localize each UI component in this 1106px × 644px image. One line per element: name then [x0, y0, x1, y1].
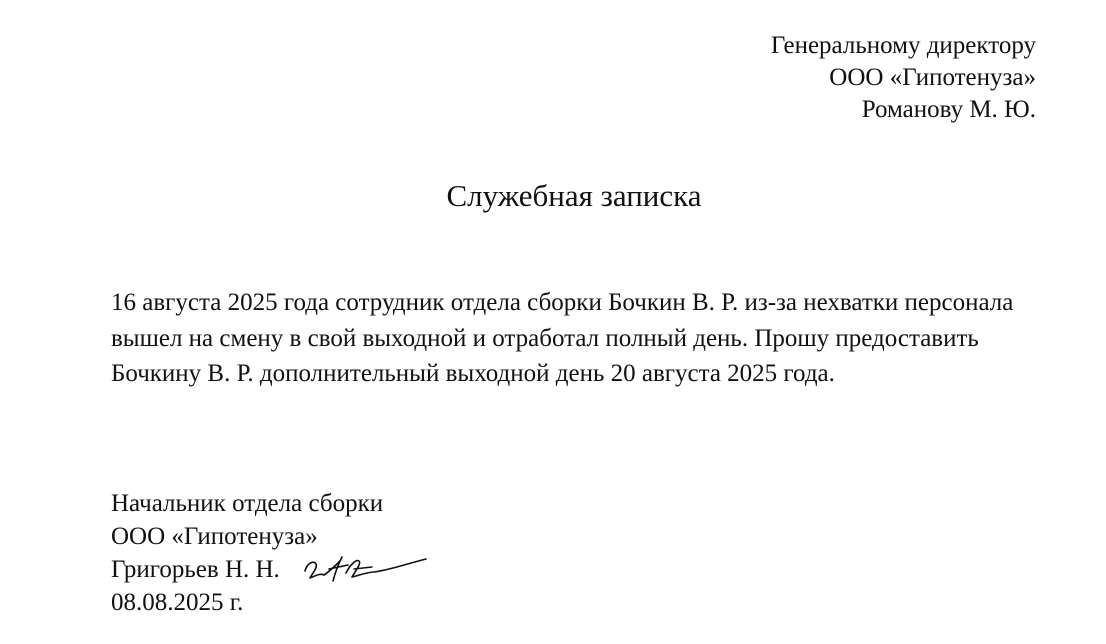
addressee-position: Генеральному директору	[770, 32, 1036, 59]
addressee-company: ООО «Гипотенуза»	[829, 64, 1036, 91]
handwritten-signature	[302, 551, 430, 585]
memo-body: 16 августа 2025 года сотрудник отдела сборки Бочкин В. Р. из-за нехватки персонала вышел на смену в свой выходной и отработал полный день. Прошу предоставить Бочкину В. Р. дополнительный выходной день 20 августа 2025 года.	[111, 289, 1014, 387]
addressee-block	[771, 30, 1036, 126]
document-title: Служебная записка	[446, 178, 702, 213]
addressee-name: Романову М. Ю.	[861, 96, 1036, 123]
signer-position: Начальник отдела сборки	[111, 490, 384, 517]
signature-date: 08.08.2025 г.	[111, 589, 244, 616]
signer-line	[111, 553, 430, 587]
signer-company: ООО «Гипотенуза»	[111, 522, 318, 550]
signature-block	[111, 488, 430, 620]
signer-name: Григорьев Н. Н.	[111, 555, 280, 583]
